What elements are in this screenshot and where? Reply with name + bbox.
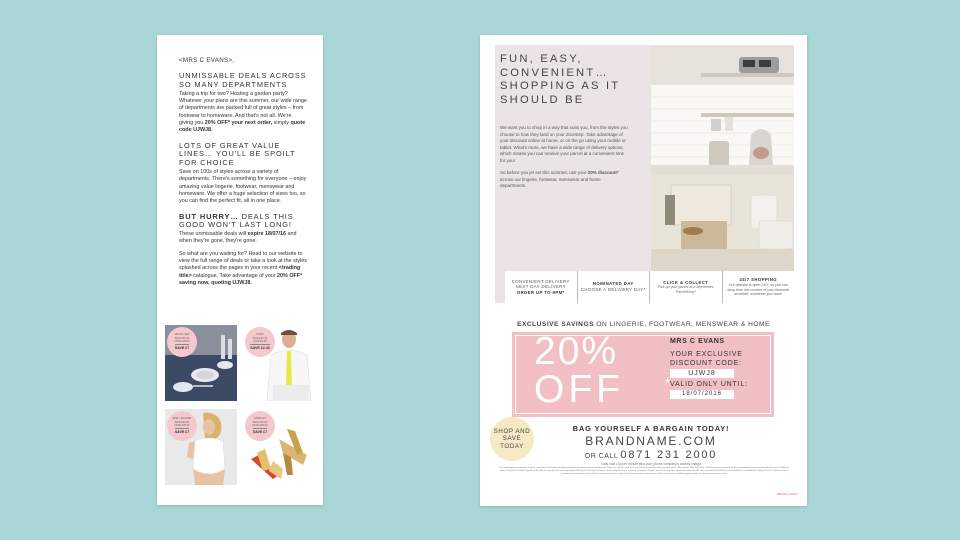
price-badge bbox=[167, 411, 197, 441]
product-tiles bbox=[165, 325, 315, 487]
hero-body bbox=[500, 125, 628, 196]
p4-text-a: So what are you waiting for? Head to our website to view the full range of deals or take a look at the styles splashed across the pages in your recent bbox=[179, 250, 307, 272]
call-line bbox=[536, 449, 766, 461]
valid-label: VALID ONLY UNTIL: bbox=[670, 381, 748, 388]
heading-unmissable-deals: UNMISSABLE DEALS ACROSS SO MANY DEPARTMENTS bbox=[179, 71, 307, 90]
customer-name: MRS C EVANS bbox=[670, 338, 725, 345]
h3-text-a: BUT HURRY… bbox=[179, 211, 239, 221]
service-nominated-day bbox=[578, 271, 651, 303]
price-badge bbox=[245, 327, 275, 357]
p1-text-b: 20% OFF* your next order, bbox=[204, 120, 273, 127]
product-tile-dining[interactable] bbox=[165, 325, 237, 401]
p4-text-c: catalogue. Take advantage of your bbox=[191, 272, 278, 279]
exclusive-b: ON LINGERIE, FOOTWEAR, MENSWEAR & HOME bbox=[593, 321, 770, 328]
brochure-page bbox=[480, 35, 807, 506]
service-title: 24/7 SHOPPING bbox=[739, 277, 777, 283]
terms-smallprint: *Discount applies to footwear, lingerie, menswear and home excluding furniture, electrical and selected brands. Code can only be used once and not in conjunction with any other offer. Offer expires 18th July 2016. *Delivery times are based on the estimated time of items ordered once stock. While we make every effort to deliver goods on the day we specify, we cannot guarantee delivery on that day as delays can be likely for any of a variety of reasons. Goods, delivery to any other destination than the UK, and nominated day delivery are available for an additional charge. Click & Collect service is available at participating stores. Please ensure you have a copy of your receipt with you when you collect. Terms and conditions apply. Images for illustration purposes only. bbox=[498, 467, 790, 476]
badge-save: SAVE £7 bbox=[252, 430, 268, 435]
p3-text-a: These unmissable deals will bbox=[179, 231, 248, 238]
call-prefix: OR CALL bbox=[584, 453, 618, 460]
service-title: ORDER UP TO 9PM* bbox=[516, 289, 565, 295]
price-badge bbox=[167, 327, 197, 357]
product-tile-shirt[interactable] bbox=[243, 325, 315, 401]
paragraph-expiry bbox=[179, 231, 307, 246]
h3-text-b: DEALS THIS GOOD WON'T LAST LONG! bbox=[179, 211, 294, 230]
letter-page bbox=[157, 35, 323, 505]
code-label-1: YOUR EXCLUSIVE bbox=[670, 351, 743, 358]
badge-line1: DINING SET bbox=[174, 333, 190, 337]
hero-p2-b: 20% discount* bbox=[587, 170, 619, 175]
website-url[interactable]: BRANDNAME.COM bbox=[585, 434, 717, 448]
services-bar bbox=[505, 271, 794, 303]
p1-text-d: quote code UJWJ8. bbox=[179, 120, 306, 134]
badge-line3: NOW £28.00 bbox=[252, 423, 268, 427]
service-desc: Pick up your parcel at a MyHermes ParcelShop* bbox=[657, 285, 714, 294]
service-desc: CHOOSE A DELIVERY DAY* bbox=[580, 287, 646, 292]
badge-line2: WAS £35.00 bbox=[252, 420, 268, 424]
p1-text-c: simply bbox=[272, 120, 291, 127]
heading-hurry bbox=[179, 213, 307, 231]
exclusive-a: EXCLUSIVE SAVINGS bbox=[517, 321, 594, 328]
service-title: CLICK & COLLECT bbox=[663, 279, 709, 285]
badge-line1: SANDALS bbox=[253, 417, 267, 421]
call-cost-note: Calls cost 13p per minute plus your phone company's access charge bbox=[600, 462, 702, 466]
phone-number[interactable]: 0871 231 2000 bbox=[620, 449, 718, 461]
service-desc: Our website is open 24/7, so you can shop from the comfort of your favourite armchair, whenever you want! bbox=[727, 282, 790, 297]
badge-save: SAVE £7 bbox=[174, 346, 190, 351]
salutation: <MRS C EVANS>, bbox=[179, 57, 235, 64]
badge-line2: WAS £12.00 bbox=[252, 336, 268, 340]
discount-asterisk: * bbox=[665, 376, 670, 390]
service-sublabel: NEXT DAY DELIVERY bbox=[515, 284, 566, 290]
letter-text bbox=[179, 57, 307, 294]
valid-date: 18/07/2016 bbox=[670, 390, 734, 399]
discount-code-panel bbox=[670, 338, 770, 401]
badge-line3: NOW £28.00 bbox=[174, 339, 190, 343]
hero-paragraph-1: We want you to shop in a way that suits you, from the styles you choose to how they land on your doorstep. Take advantage of your discount online at home, or on the go using your mobile or tablet. What's more, we have a wide range of delivery options, which means you can receive your parcel at a convenient time for you! bbox=[500, 125, 628, 163]
p1-text-a: Taking a trip for two? Hosting a garden party? Whatever your plans are this summer, our wide range of departments are packed full of great styles – from footwear to homeware. And that's not all. We're giving you bbox=[179, 90, 307, 127]
discount-offer-box bbox=[512, 332, 774, 417]
p3-text-c: and when they're gone, they're gone. bbox=[179, 231, 297, 245]
code-label-2: DISCOUNT CODE: bbox=[670, 360, 742, 367]
discount-percent: 20% bbox=[534, 330, 619, 373]
product-tile-bodyshaper[interactable] bbox=[165, 409, 237, 485]
badge-line1: SHIRT bbox=[256, 333, 264, 337]
bargain-title: BAG YOURSELF A BARGAIN TODAY! bbox=[572, 424, 730, 433]
kitchen-photo bbox=[651, 45, 794, 271]
badge-line2: WAS £35.00 bbox=[174, 336, 190, 340]
discount-off: OFF bbox=[534, 368, 624, 411]
service-24-7 bbox=[723, 271, 795, 303]
brand-logo-mark: BRAND LOGO bbox=[776, 492, 797, 496]
service-click-collect bbox=[650, 271, 723, 303]
p3-text-b: expire 18/07/16 bbox=[247, 231, 286, 238]
product-tile-sandals[interactable] bbox=[243, 409, 315, 485]
badge-save: SAVE £2.40 bbox=[250, 346, 270, 351]
badge-line1: BODY SHAPER bbox=[172, 417, 192, 421]
bargain-section bbox=[536, 424, 766, 466]
badge-line3: NOW £28.00 bbox=[174, 423, 190, 427]
hero-p2-c: across our lingerie, footwear, menswear and home departments. bbox=[500, 176, 601, 188]
paragraph-call-to-action bbox=[179, 251, 307, 287]
badge-save: SAVE £7 bbox=[174, 430, 190, 435]
paragraph-intro bbox=[179, 91, 307, 135]
service-label: CONVENIENT DELIVERY bbox=[511, 278, 570, 284]
exclusive-savings-heading bbox=[480, 321, 807, 328]
hero-p2-a: So before you jet set this summer, use your bbox=[500, 170, 588, 175]
hero-paragraph-2 bbox=[500, 170, 628, 190]
shop-save-today-badge: SHOP AND SAVE TODAY bbox=[490, 417, 534, 461]
price-badge bbox=[245, 411, 275, 441]
p4-text-b: <trading title> bbox=[179, 265, 301, 279]
service-next-day bbox=[505, 271, 578, 303]
discount-code: UJWJ8 bbox=[670, 369, 734, 378]
service-title: NOMINATED DAY bbox=[592, 281, 634, 287]
p4-text-d: 20% OFF* saving now, quoting UJWJ8. bbox=[179, 272, 303, 286]
hero-title: FUN, EASY, CONVENIENT… SHOPPING AS IT SHOULD BE bbox=[500, 53, 621, 106]
paragraph-value: Save on 100s of styles across a variety of departments. There's something for everyone – enjoy amazing value lingerie, footwear, menswear and homeware. We offer a huge selection of sizes too, so you can find the perfect fit, all in one place. bbox=[179, 169, 307, 205]
badge-line3: NOW £9.60 bbox=[253, 339, 267, 343]
badge-line2: WAS £35.00 bbox=[174, 420, 190, 424]
heading-great-value: LOTS OF GREAT VALUE LINES… YOU'LL BE SPOILT FOR CHOICE bbox=[179, 140, 296, 168]
